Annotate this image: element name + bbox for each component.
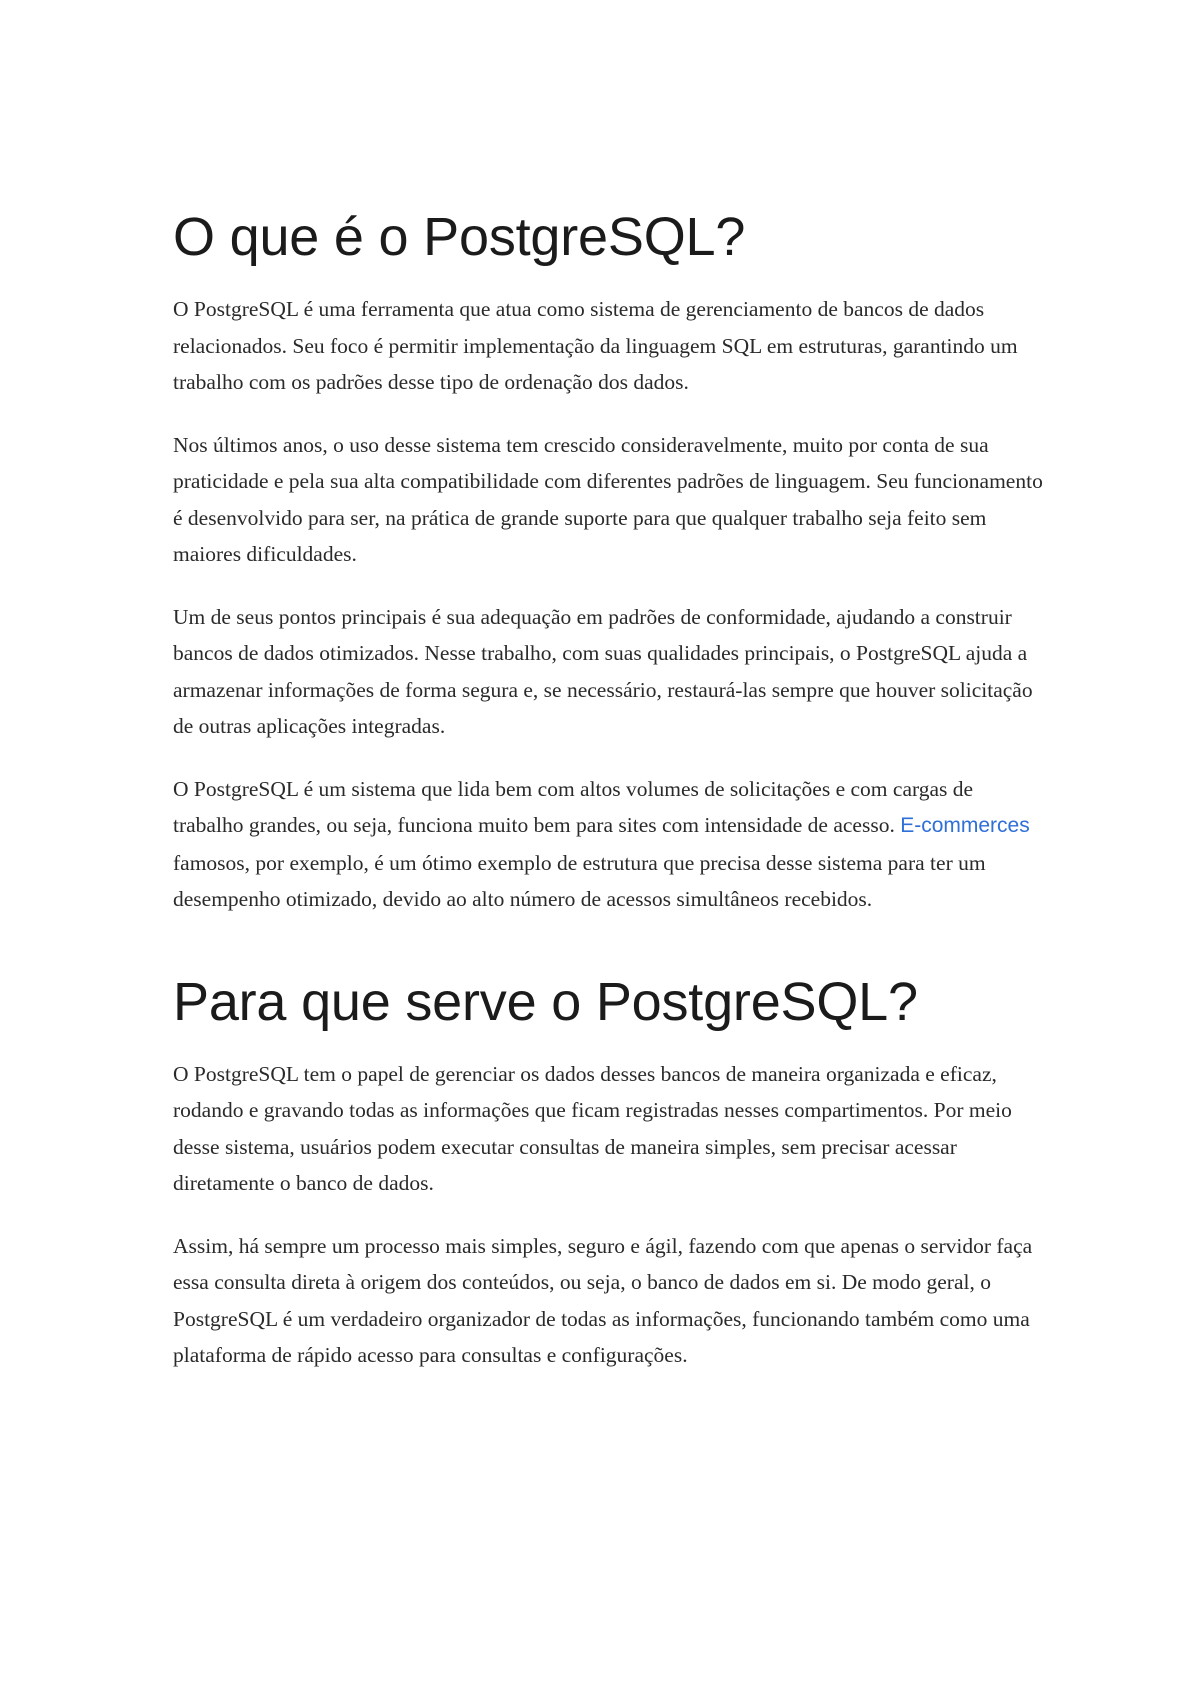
section-2-heading: Para que serve o PostgreSQL? bbox=[173, 971, 918, 1032]
section-1-paragraph-4 bbox=[173, 771, 1043, 918]
section-1-paragraph-3: Um de seus pontos principais é sua adequação em padrões de conformidade, ajudando a construir bancos de dados otimizados. Nesse trabalho, com suas qualidades principais, o PostgreSQL ajuda a armazenar informações de forma segura e, se necessário, restaurá-las sempre que houver solicitação de outras aplicações integradas. bbox=[173, 604, 1033, 738]
section-1-heading: O que é o PostgreSQL? bbox=[173, 207, 746, 267]
ecommerces-link[interactable]: E-commerces bbox=[900, 814, 1030, 837]
paragraph-text-before-link: O PostgreSQL é um sistema que lida bem com altos volumes de solicitações e com cargas de trabalho grandes, ou seja, funciona muito bem para sites com intensidade de acesso. bbox=[173, 776, 974, 837]
section-2-paragraph-2: Assim, há sempre um processo mais simples, seguro e ágil, fazendo com que apenas o servidor faça essa consulta direta à origem dos conteúdos, ou seja, o banco de dados em si. De modo geral, o PostgreSQL é um verdadeiro organizador de todas as informações, funcionando também como uma plataforma de rápido acesso para consultas e configurações. bbox=[173, 1233, 1033, 1367]
paragraph-text-after-link: famosos, por exemplo, é um ótimo exemplo de estrutura que precisa desse sistema para ter um desempenho otimizado, devido ao alto número de acessos simultâneos recebidos. bbox=[173, 850, 986, 911]
section-1-paragraph-1: O PostgreSQL é uma ferramenta que atua como sistema de gerenciamento de bancos de dados relacionados. Seu foco é permitir implementação da linguagem SQL em estruturas, garantindo um trabalho com os padrões desse tipo de ordenação dos dados. bbox=[173, 297, 1018, 394]
section-1-paragraph-2: Nos últimos anos, o uso desse sistema tem crescido consideravelmente, muito por conta de sua praticidade e pela sua alta compatibilidade com diferentes padrões de linguagem. Seu funcionamento é desenvolvido para ser, na prática de grande suporte para que qualquer trabalho seja feito sem maiores dificuldades. bbox=[173, 432, 1043, 566]
section-2-paragraph-1: O PostgreSQL tem o papel de gerenciar os dados desses bancos de maneira organizada e eficaz, rodando e gravando todas as informações que ficam registradas nesses compartimentos. Por meio desse sistema, usuários podem executar consultas de maneira simples, sem precisar acessar diretamente o banco de dados. bbox=[173, 1061, 1012, 1195]
document-page bbox=[173, 205, 1043, 1400]
